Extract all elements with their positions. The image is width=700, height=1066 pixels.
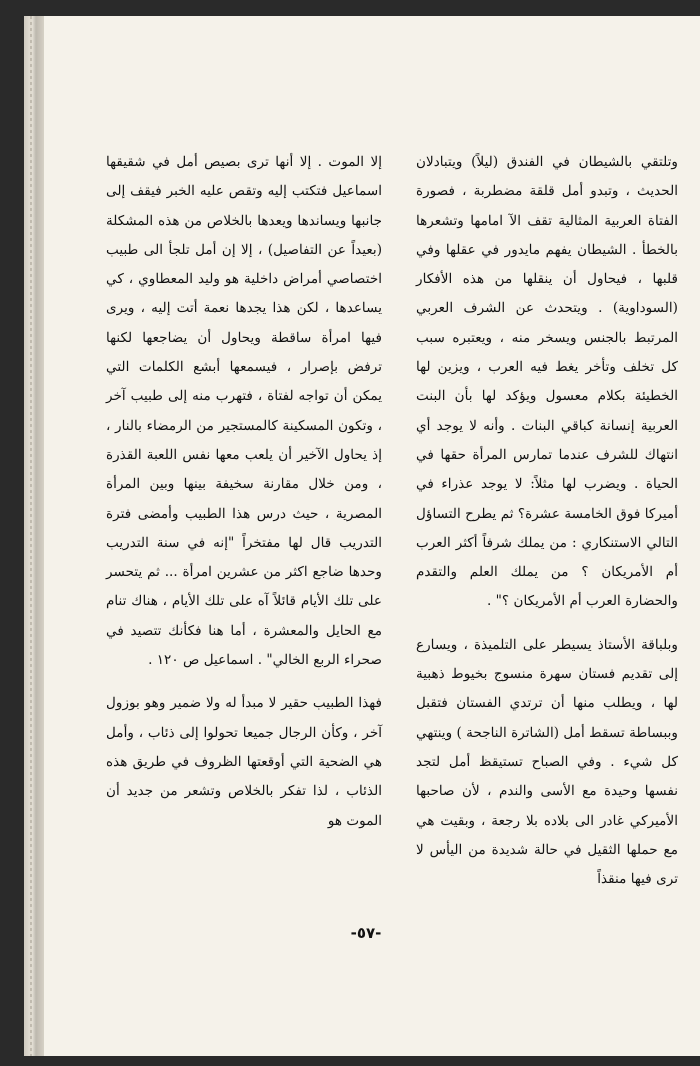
page-number: -٥٧- <box>350 924 382 942</box>
paragraph: فهذا الطبيب حقير لا مبدأ له ولا ضمير وهو بوزول آخر ، وكأن الرجال جميعا تحولوا إلى ذئاب ، وأمل هي الضحية التي أوقعتها الظروف في طريق هذه الذئاب ، لذا تفكر بالخلاص وتشعر من جديد أن الموت هو <box>106 695 382 829</box>
book-spine <box>24 16 44 1056</box>
book-page <box>24 16 700 1056</box>
paragraph: إلا الموت . إلا أنها ترى بصيص أمل في شقيقها اسماعيل فتكتب إليه وتقص عليه الخبر فيقف إلى جانبها ويساندها ويعدها بالخلاص من هذه المشكلة (بعيداً عن التفاصيل) ، إلا إن أمل تلجأ الى طبيب اختصاصي أمراض داخلية هو وليد المعطاوي ، كي يساعدها ، لكن هذا يجدها نعمة أتت إليه ، ويرى فيها امرأة ساقطة ويحاول أن يضاجعها لكنها ترفض بإصرار ، فيسمعها أبشع الكلمات التي يمكن أن تواجه لفتاة ، فتهرب منه إلى طبيب آخر ، وتكون المسكينة كالمستجير من الرمضاء بالنار ، إذ يحاول الآخير أن يلعب معها نفس اللعبة القذرة ، ومن خلال مقارنة سخيفة بينها وبين المرأة المصرية ، حيث درس هذا الطبيب وأمضى فترة التدريب قال لها مفتخراً "إنه في سنة التدريب وحدها ضاجع اكثر من عشرين امرأة ... ثم يتحسر على تلك الأيام قائلاً آه على تلك الأيام ، هناك تنام مع الحايل والمعشرة ، أما هنا فكأنك تتصيد في صحراء الربع الخالي" . اسماعيل ص ١٢٠ . <box>106 154 382 669</box>
paragraph: وتلتقي بالشيطان في الفندق (ليلاً) ويتبادلان الحديث ، وتبدو أمل قلقة مضطربة ، فصورة الفتاة العربية المثالية تقف الآ امامها وتشعرها بالخطأ . الشيطان يفهم مايدور في عقلها وفي قلبها ، فيحاول أن ينقلها من هذه الأفكار (السوداوية) . ويتحدث عن الشرف العربي المرتبط بالجنس ويسخر منه ، ويعتبره سبب كل تخلف وتأخر يغط فيه العرب ، ويزين لها الخطيئة بكلام معسول ويؤكد لها بأن البنت العربية إنسانة كباقي البنات . وأنه لا يوجد أي انتهاك للشرف عندما تمارس المرأة حقها في الحياة . ويضرب لها مثلاً: لا يوجد عذراء في أميركا فوق الخامسة عشرة؟ ثم يطرح التساؤل التالي الاستنكاري : من يملك شرفاً أكثر العرب أم الأمريكان ؟ من يملك العلم والتقدم والحضارة العرب أم الأمريكان ؟" . <box>416 154 678 610</box>
left-text-column <box>106 148 382 836</box>
paragraph: وبلباقة الأستاذ يسيطر على التلميذة ، ويسارع إلى تقديم فستان سهرة منسوج بخيوط ذهبية لها ، ويطلب منها أن ترتدي الفستان فتقبل وببساطة تسقط أمل (الشاترة الناجحة ) وينتهي كل شيء . وفي الصباح تستيقظ أمل لتجد نفسها وحيدة مع الأسى والندم ، لأن صاحبها الأميركي غادر الى بلاده بلا رجعة ، وبقيت هي مع حملها الثقيل في حالة شديدة من اليأس لا ترى فيها منقذاً <box>416 636 678 888</box>
right-text-column <box>416 148 678 894</box>
